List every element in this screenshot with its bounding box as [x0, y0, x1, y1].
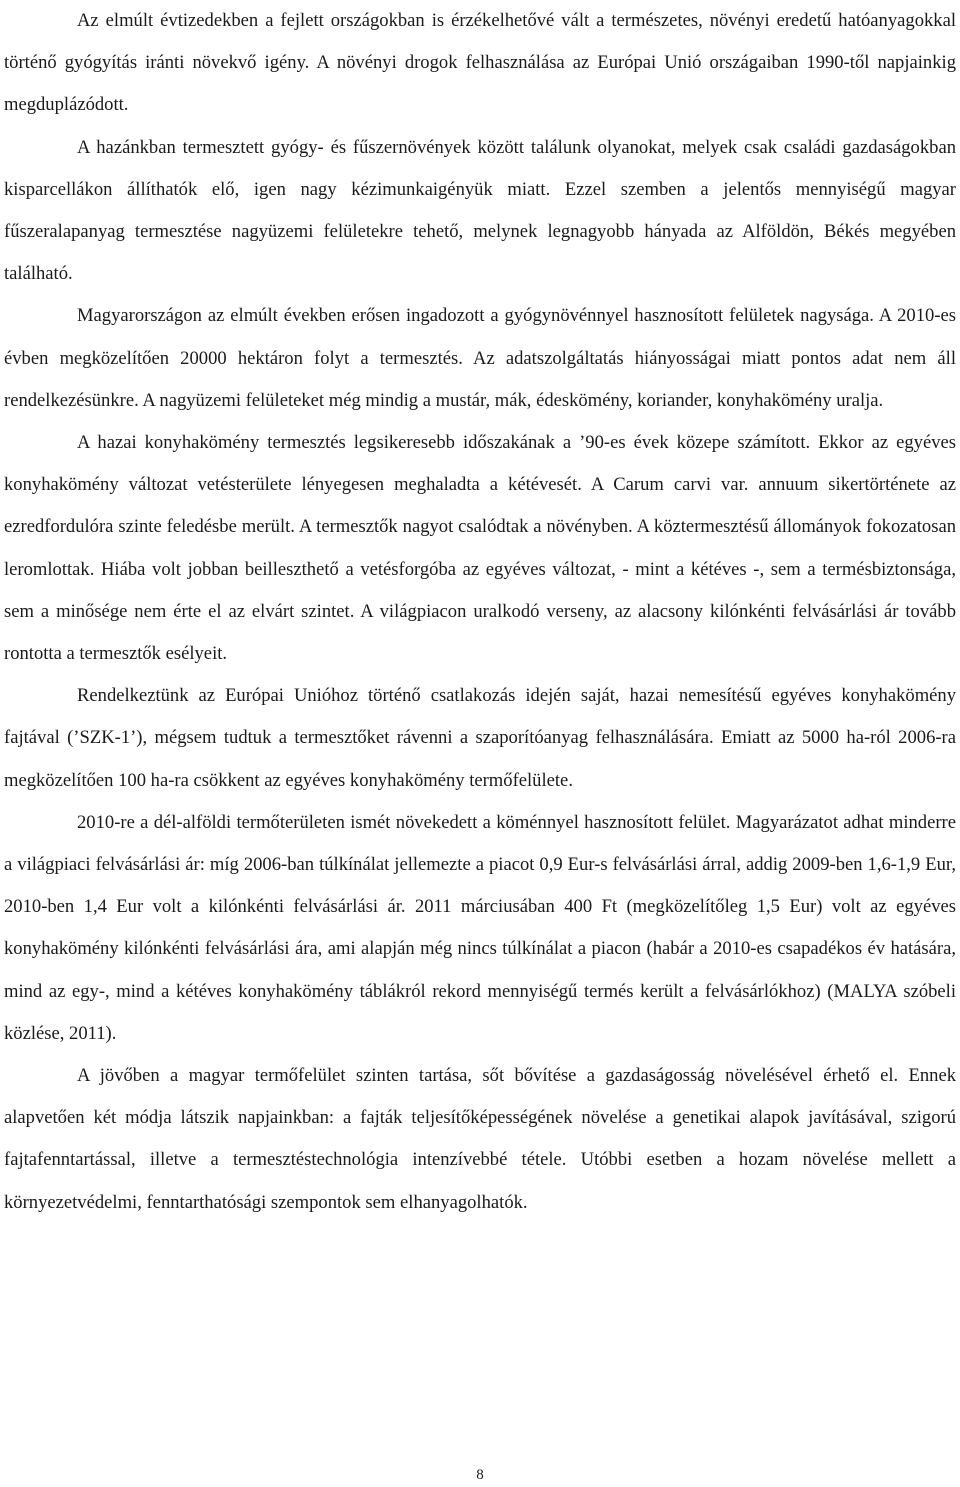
paragraph-1: Az elmúlt évtizedekben a fejlett országokban is érzékelhetővé vált a természetes, növényi eredetű hatóanyagokkal történő gyógyítás iránti növekvő igény. A növényi drogok felhasználása az Európai Unió országaiban 1990-től napjainkig megduplázódott. — [4, 10, 956, 116]
paragraph-6: 2010-re a dél-alföldi termőterületen ismét növekedett a köménnyel hasznosított felület. Magyarázatot adhat minderre a világpiaci felvásárlási ár: míg 2006-ban túlkínálat jellemezte a piacot 0,9 Eur-s felvásárlási árral, addig 2009-ben 1,6-1,9 Eur, 2010-ben 1,4 Eur volt a kilónkénti felvásárlási ár. 2011 márciusában 400 Ft (megközelítőleg 1,5 Eur) volt az egyéves konyhakömény kilónkénti felvásárlási ára, ami alapján még nincs túlkínálat a piacon (habár a 2010-es csapadékos év hatására, mind az egy-, mind a kétéves konyhakömény táblákról rekord mennyiségű termés került a felvásárlókhoz) (MALYA szóbeli közlése, 2011). — [4, 811, 956, 1044]
paragraph-5: Rendelkeztünk az Európai Unióhoz történő csatlakozás idején saját, hazai nemesítésű egyéves konyhakömény fajtával (’SZK-1’), mégsem tudtuk a termesztőket rávenni a szaporítóanyag felhasználására. Emiatt az 5000 ha-ról 2006-ra megközelítően 100 ha-ra csökkent az egyéves konyhakömény termőfelülete. — [4, 685, 956, 791]
paragraph-2: A hazánkban termesztett gyógy- és fűszernövények között találunk olyanokat, melyek csak családi gazdaságokban kisparcellákon állíthatók elő, igen nagy kézimunkaigényük miatt. Ezzel szemben a jelentős mennyiségű magyar fűszeralapanyag termesztése nagyüzemi felületekre tehető, melynek legnagyobb hányada az Alföldön, Békés megyében található. — [4, 136, 956, 285]
paragraph-4: A hazai konyhakömény termesztés legsikeresebb időszakának a ’90-es évek közepe számított. Ekkor az egyéves konyhakömény változat vetésterülete lényegesen meghaladta a kétévesét. A Carum carvi var. annuum sikertörténete az ezredfordulóra szinte feledésbe merült. A termesztők nagyot csalódtak a növényben. A köztermesztésű állományok fokozatosan leromlottak. Hiába volt jobban beilleszthető a vetésforgóba az egyéves változat, - mint a kétéves -, sem a termésbiztonsága, sem a minősége nem érte el az elvárt szintet. A világpiacon uralkodó verseny, az alacsony kilónkénti felvásárlási ár tovább rontotta a termesztők esélyeit. — [4, 432, 956, 665]
page-number: 8 — [476, 1467, 484, 1483]
paragraph-3: Magyarországon az elmúlt években erősen ingadozott a gyógynövénnyel hasznosított felületek nagysága. A 2010-es évben megközelítően 20000 hektáron folyt a termesztés. Az adatszolgáltatás hiányosságai miatt pontos adat nem áll rendelkezésünkre. A nagyüzemi felületeket még mindig a mustár, mák, édeskömény, koriander, konyhakömény uralja. — [4, 305, 956, 411]
paragraph-7: A jövőben a magyar termőfelület szinten tartása, sőt bővítése a gazdaságosság növelésével érhető el. Ennek alapvetően két módja látszik napjainkban: a fajták teljesítőképességének növelése a genetikai alapok javításával, szigorú fajtafenntartással, illetve a termesztéstechnológia intenzívebbé tétele. Utóbbi esetben a hozam növelése mellett a környezetvédelmi, fenntarthatósági szempontok sem elhanyagolhatók. — [4, 1065, 956, 1213]
body-text — [4, 0, 956, 1224]
